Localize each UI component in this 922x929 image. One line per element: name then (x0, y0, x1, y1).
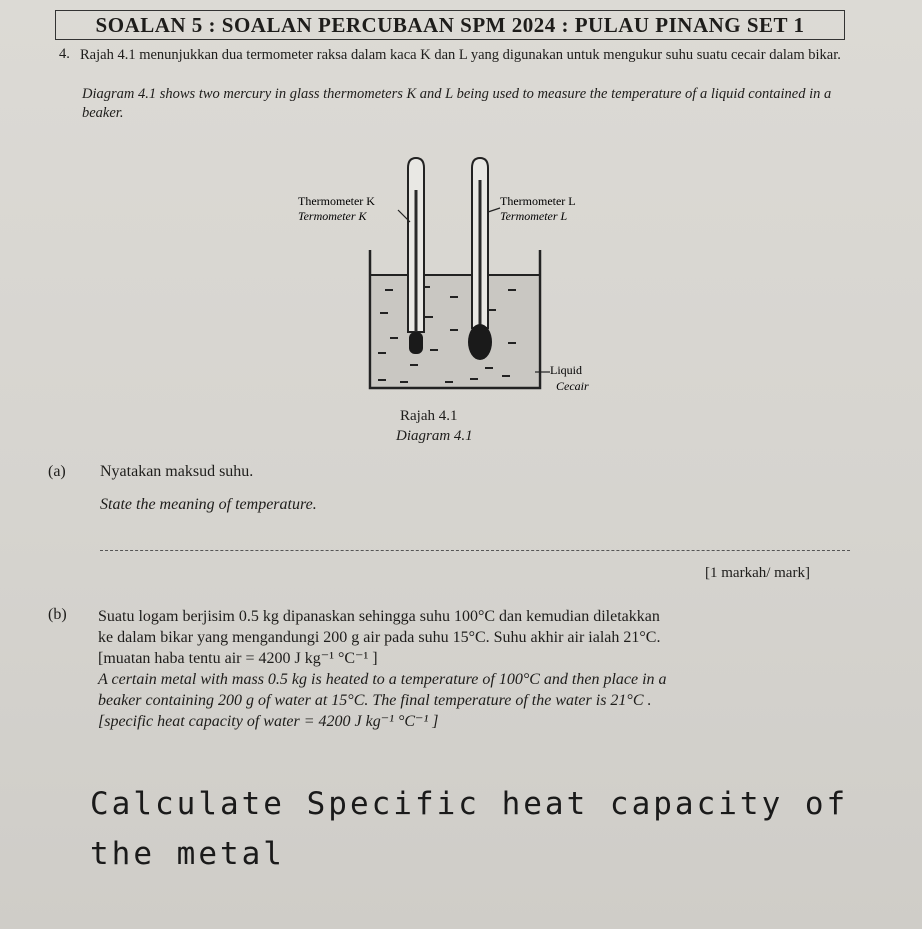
handwritten-line-1: Calculate Specific heat capacity of (90, 786, 849, 822)
question-intro-english: Diagram 4.1 shows two mercury in glass thermometers K and L being used to measure the temperature of a liquid contained in a beaker. (82, 86, 832, 121)
question-intro-malay: Rajah 4.1 menunjukkan dua termometer raksa dalam kaca K dan L yang digunakan untuk mengukur suhu suatu cecair dalam bikar. (80, 47, 841, 63)
part-b-question (98, 606, 888, 732)
thermometer-l (468, 158, 492, 360)
diagram-caption-malay: Rajah 4.1 (400, 408, 458, 424)
thermometer-diagram (250, 150, 650, 405)
label-k-english: Thermometer K (298, 194, 375, 208)
label-liquid-english: Liquid (550, 363, 582, 377)
part-b-line1-malay: Suatu logam berjisim 0.5 kg dipanaskan sehingga suhu 100°C dan kemudian diletakkan (98, 608, 660, 625)
part-b-line1-english: A certain metal with mass 0.5 kg is heated to a temperature of 100°C and then place in a (98, 671, 667, 688)
question-number: 4. (59, 46, 70, 62)
page-header (55, 10, 845, 40)
part-a-label: (a) (48, 463, 66, 480)
part-a-question-malay: Nyatakan maksud suhu. (100, 463, 254, 480)
part-a-question-english: State the meaning of temperature. (100, 496, 317, 513)
label-liquid-malay: Cecair (556, 379, 589, 393)
diagram-caption-english: Diagram 4.1 (396, 428, 473, 444)
part-b-label: (b) (48, 606, 67, 623)
label-l-malay: Termometer L (500, 209, 568, 223)
label-l-english: Thermometer L (500, 194, 576, 208)
handwritten-line-2: the metal (90, 836, 285, 872)
part-a-answer-line[interactable] (100, 550, 850, 551)
part-a-mark: [1 markah/ mark] (705, 565, 810, 581)
thermometer-k (408, 158, 424, 354)
part-b-line3-malay: [muatan haba tentu air = 4200 J kg⁻¹ °C⁻¹ ] (98, 650, 378, 667)
part-b-line3-english: [specific heat capacity of water = 4200 J kg⁻¹ °C⁻¹ ] (98, 713, 439, 730)
label-k-malay: Termometer K (298, 209, 367, 223)
part-b-line2-malay: ke dalam bikar yang mengandungi 200 g air pada suhu 15°C. Suhu akhir air ialah 21°C. (98, 629, 661, 646)
label-line-l (488, 208, 500, 212)
header-title: SOALAN 5 : SOALAN PERCUBAAN SPM 2024 : PULAU PINANG SET 1 (95, 12, 805, 37)
part-b-line2-english: beaker containing 200 g of water at 15°C. The final temperature of the water is 21°C . (98, 692, 652, 709)
